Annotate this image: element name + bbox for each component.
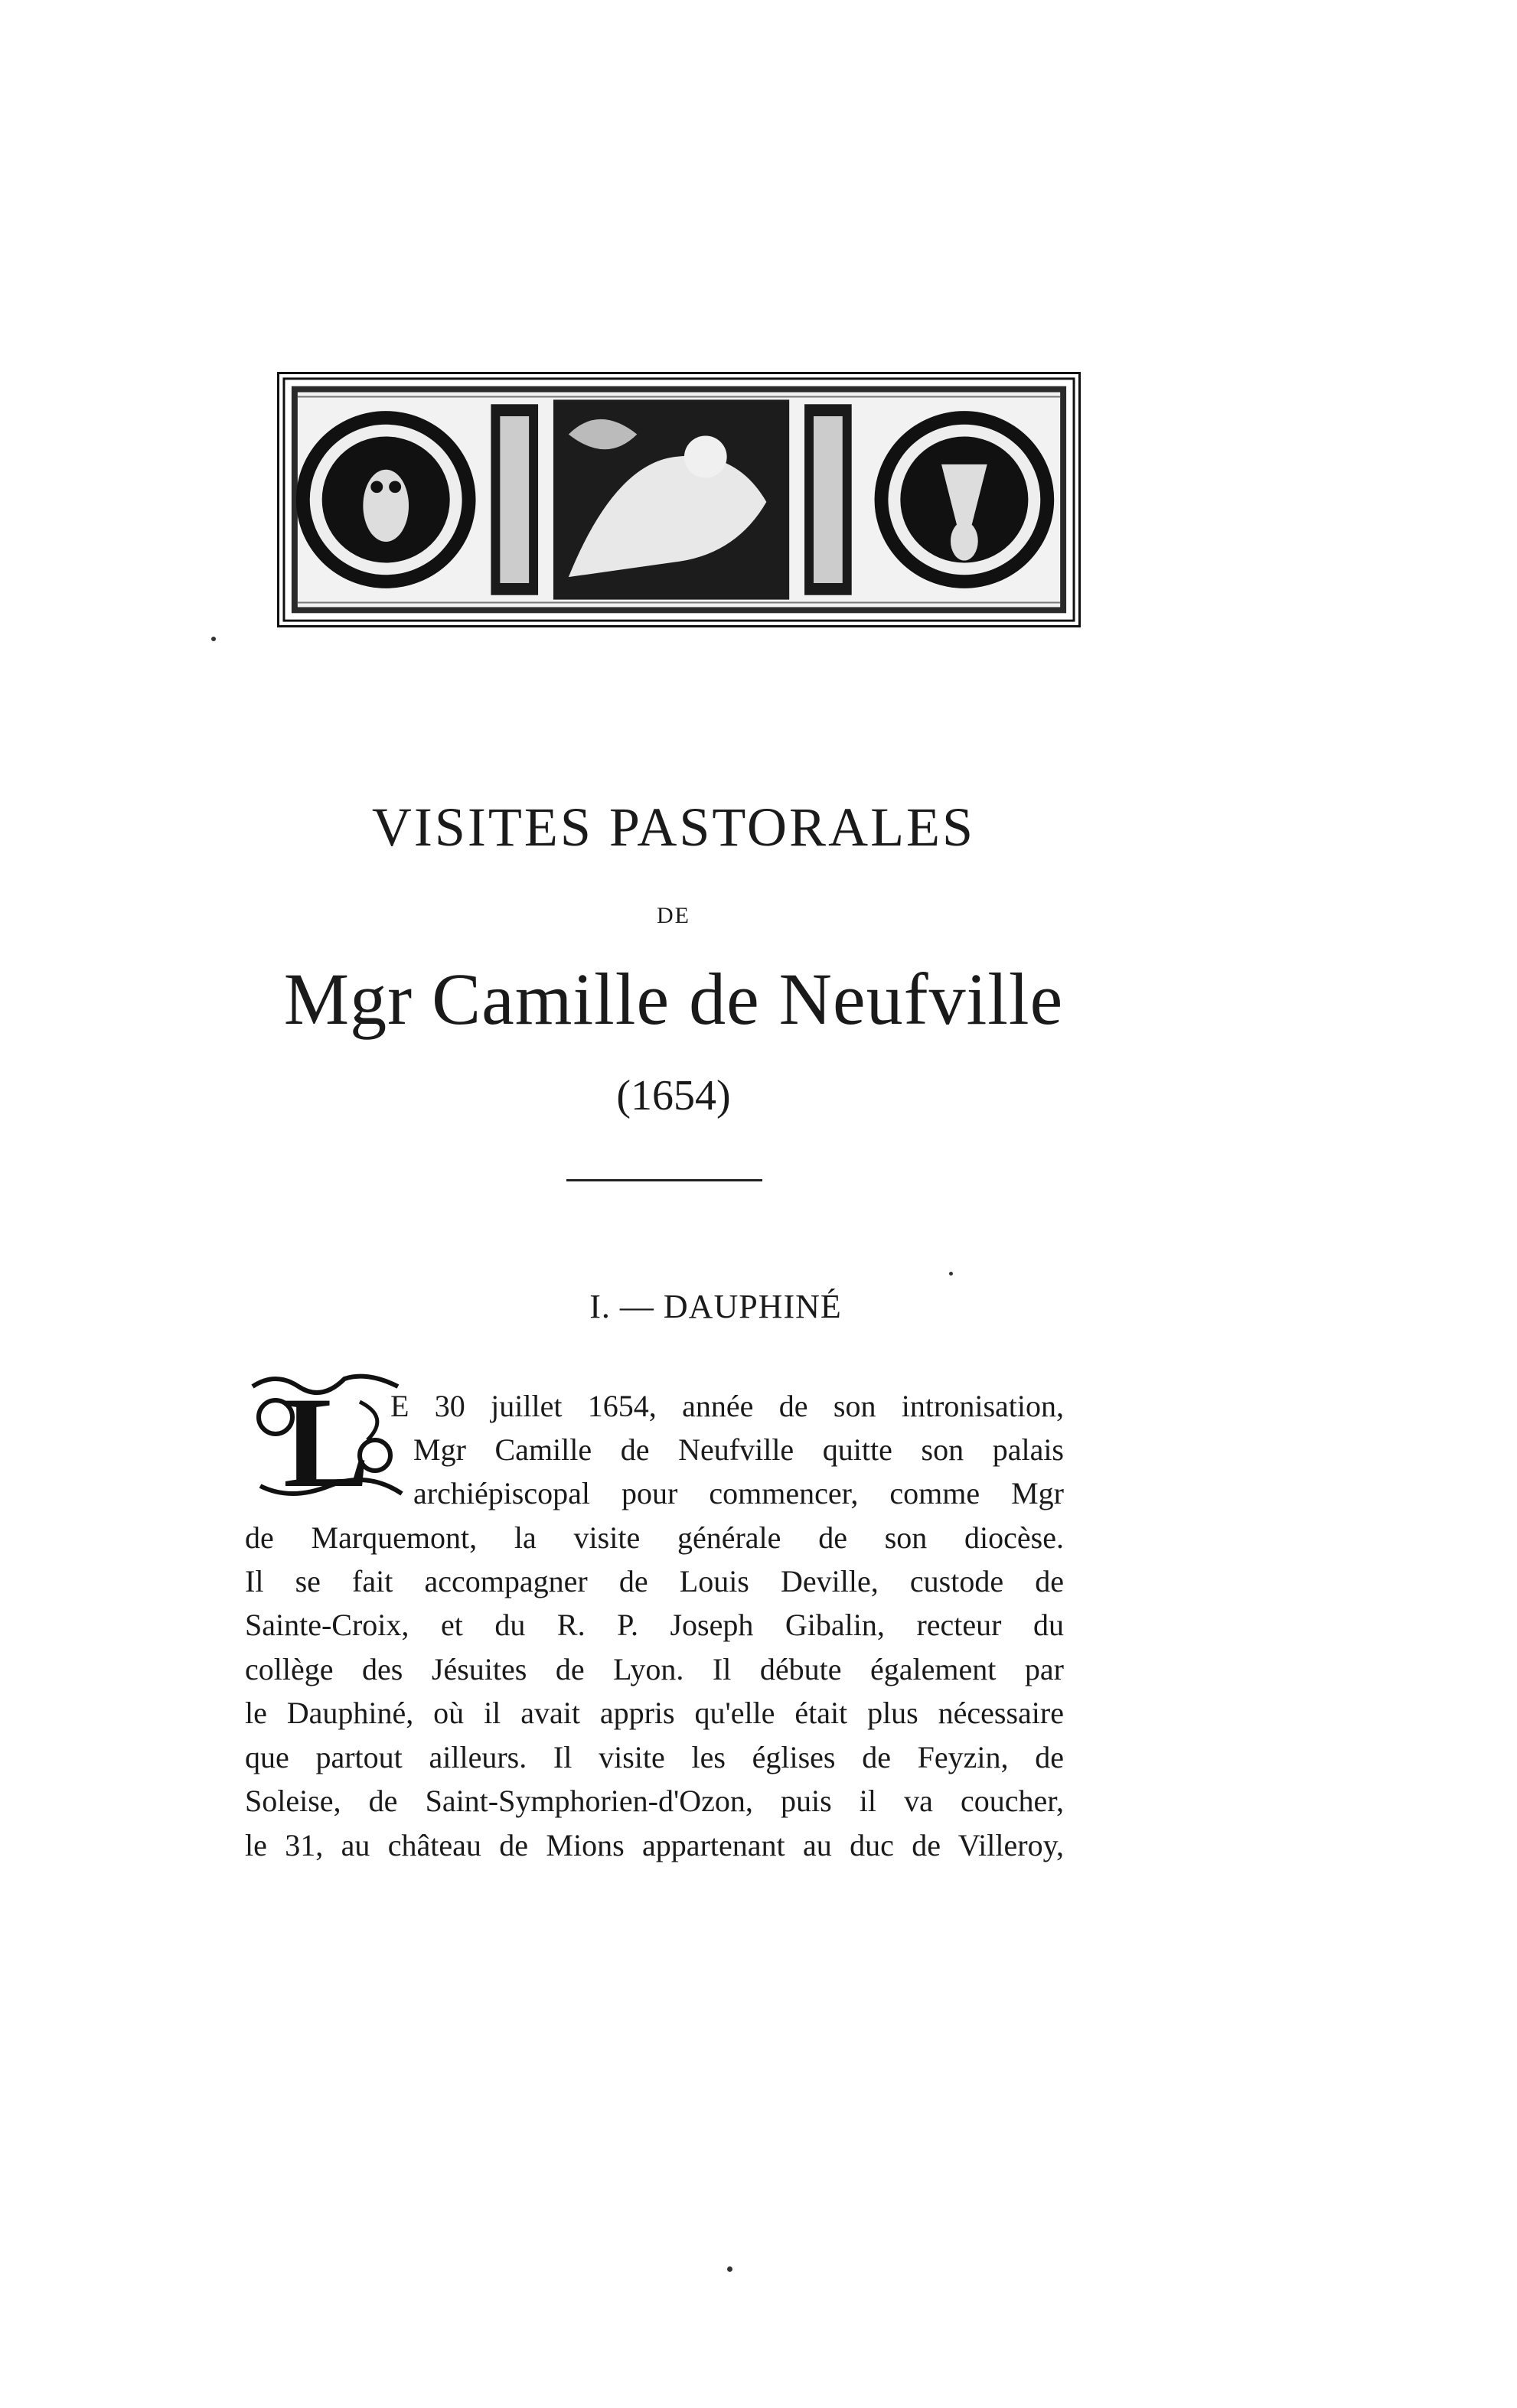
paragraph-line: Soleise, de Saint-Symphorien-d'Ozon, puis il va coucher, [245, 1784, 1064, 1818]
paragraph-line: le 31, au château de Mions appartenant au duc de Villeroy, [245, 1828, 1064, 1862]
paragraph-line: collège des Jésuites de Lyon. Il débute également par [245, 1652, 1064, 1686]
drop-cap-flourish-image [245, 1371, 410, 1504]
paragraph-line: Il se fait accompagner de Louis Deville, custode de [245, 1564, 1064, 1598]
paragraph-line: le Dauphiné, où il avait appris qu'elle était plus nécessaire [245, 1696, 1064, 1730]
paragraph-line: de Marquemont, la visite générale de son diocèse. [245, 1520, 1064, 1555]
ornamental-headpiece-banner [277, 372, 1081, 627]
paragraph-line: Mgr Camille de Neufville quitte son palais [413, 1432, 1064, 1467]
title-line-de: DE [657, 903, 690, 928]
headpiece-engraving-image [279, 374, 1078, 625]
ornate-drop-cap [245, 1371, 410, 1504]
paragraph-line: Sainte-Croix, et du R. P. Joseph Gibalin, recteur du [245, 1608, 1064, 1642]
title-line-year: (1654) [616, 1072, 731, 1119]
paragraph-line: E 30 juillet 1654, année de son intronisation, [390, 1389, 1064, 1423]
section-heading: I. — DAUPHINÉ [589, 1288, 842, 1325]
paragraph-line: archiépiscopal pour commencer, comme Mgr [413, 1476, 1064, 1510]
title-line-author: Mgr Camille de Neufville [283, 958, 1064, 1040]
drop-cap-letter: L [283, 1371, 370, 1504]
title-divider-rule [566, 1179, 762, 1181]
title-line-visites-pastorales: VISITES PASTORALES [371, 797, 976, 858]
paragraph-line: que partout ailleurs. Il visite les églises de Feyzin, de [245, 1740, 1064, 1774]
